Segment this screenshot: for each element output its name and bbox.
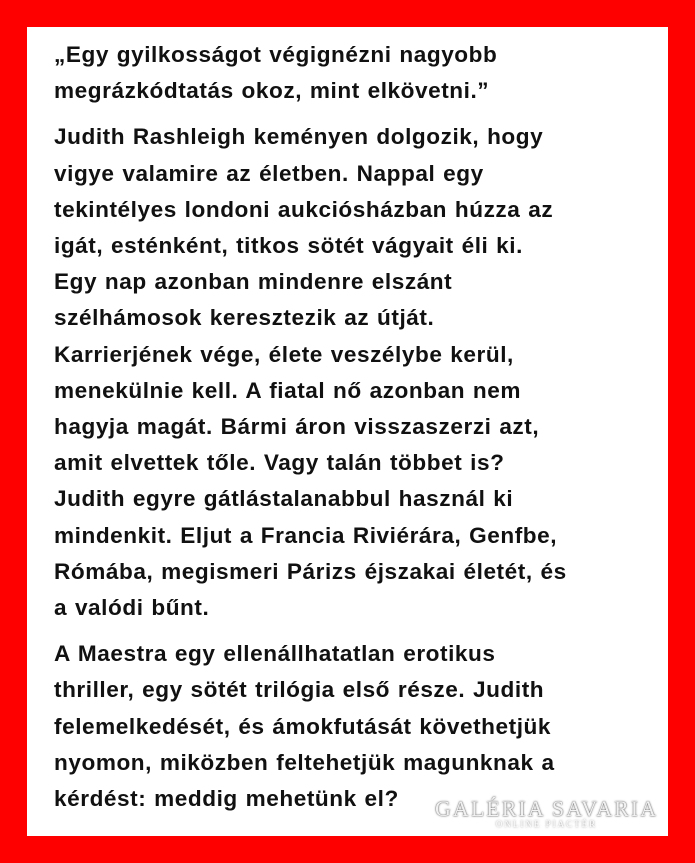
- text-line: igát, esténként, titkos sötét vágyait éli ki.: [54, 233, 523, 259]
- text-line: A Maestra egy ellenállhatatlan erotikus: [54, 641, 496, 667]
- text-line: Egy nap azonban mindenre elszánt: [54, 269, 453, 295]
- text-line: mindenkit. Eljut a Francia Riviérára, Genfbe,: [54, 522, 558, 548]
- text-line: a valódi bűnt.: [54, 595, 210, 621]
- text-line: vigye valamire az életben. Nappal egy: [54, 160, 484, 186]
- watermark-tagline: ONLINE PIACTÉR: [495, 819, 598, 829]
- text-line: Karrierjének vége, élete veszélybe kerül,: [54, 341, 514, 367]
- text-line: menekülnie kell. A fiatal nő azonban nem: [54, 377, 521, 403]
- quote-paragraph: [54, 37, 646, 109]
- text-line: felemelkedését, és ámokfutását követhetjük: [54, 713, 552, 739]
- text-line: amit elvettek tőle. Vagy talán többet is?: [54, 450, 505, 476]
- description-card: [27, 27, 668, 836]
- text-line: kérdést: meddig mehetünk el?: [54, 786, 399, 812]
- text-line: megrázkódtatás okoz, mint elkövetni.”: [54, 78, 490, 104]
- text-line: Judith egyre gátlástalanabbul használ ki: [54, 486, 514, 512]
- watermark-name: GALÉRIA SAVARIA: [435, 796, 658, 821]
- synopsis-paragraph: [54, 119, 646, 626]
- text-line: szélhámosok keresztezik az útját.: [54, 305, 435, 331]
- text-line: tekintélyes londoni aukciósházban húzza az: [54, 196, 554, 222]
- text-line: nyomon, miközben feltehetjük magunknak a: [54, 749, 555, 775]
- text-line: Judith Rashleigh keményen dolgozik, hogy: [54, 124, 544, 150]
- closing-paragraph: [54, 636, 646, 817]
- text-line: thriller, egy sötét trilógia első része. Judith: [54, 677, 545, 703]
- text-line: „Egy gyilkosságot végignézni nagyobb: [54, 42, 498, 67]
- text-line: hagyja magát. Bármi áron visszaszerzi azt,: [54, 414, 540, 440]
- text-line: Rómába, megismeri Párizs éjszakai életét, és: [54, 558, 567, 584]
